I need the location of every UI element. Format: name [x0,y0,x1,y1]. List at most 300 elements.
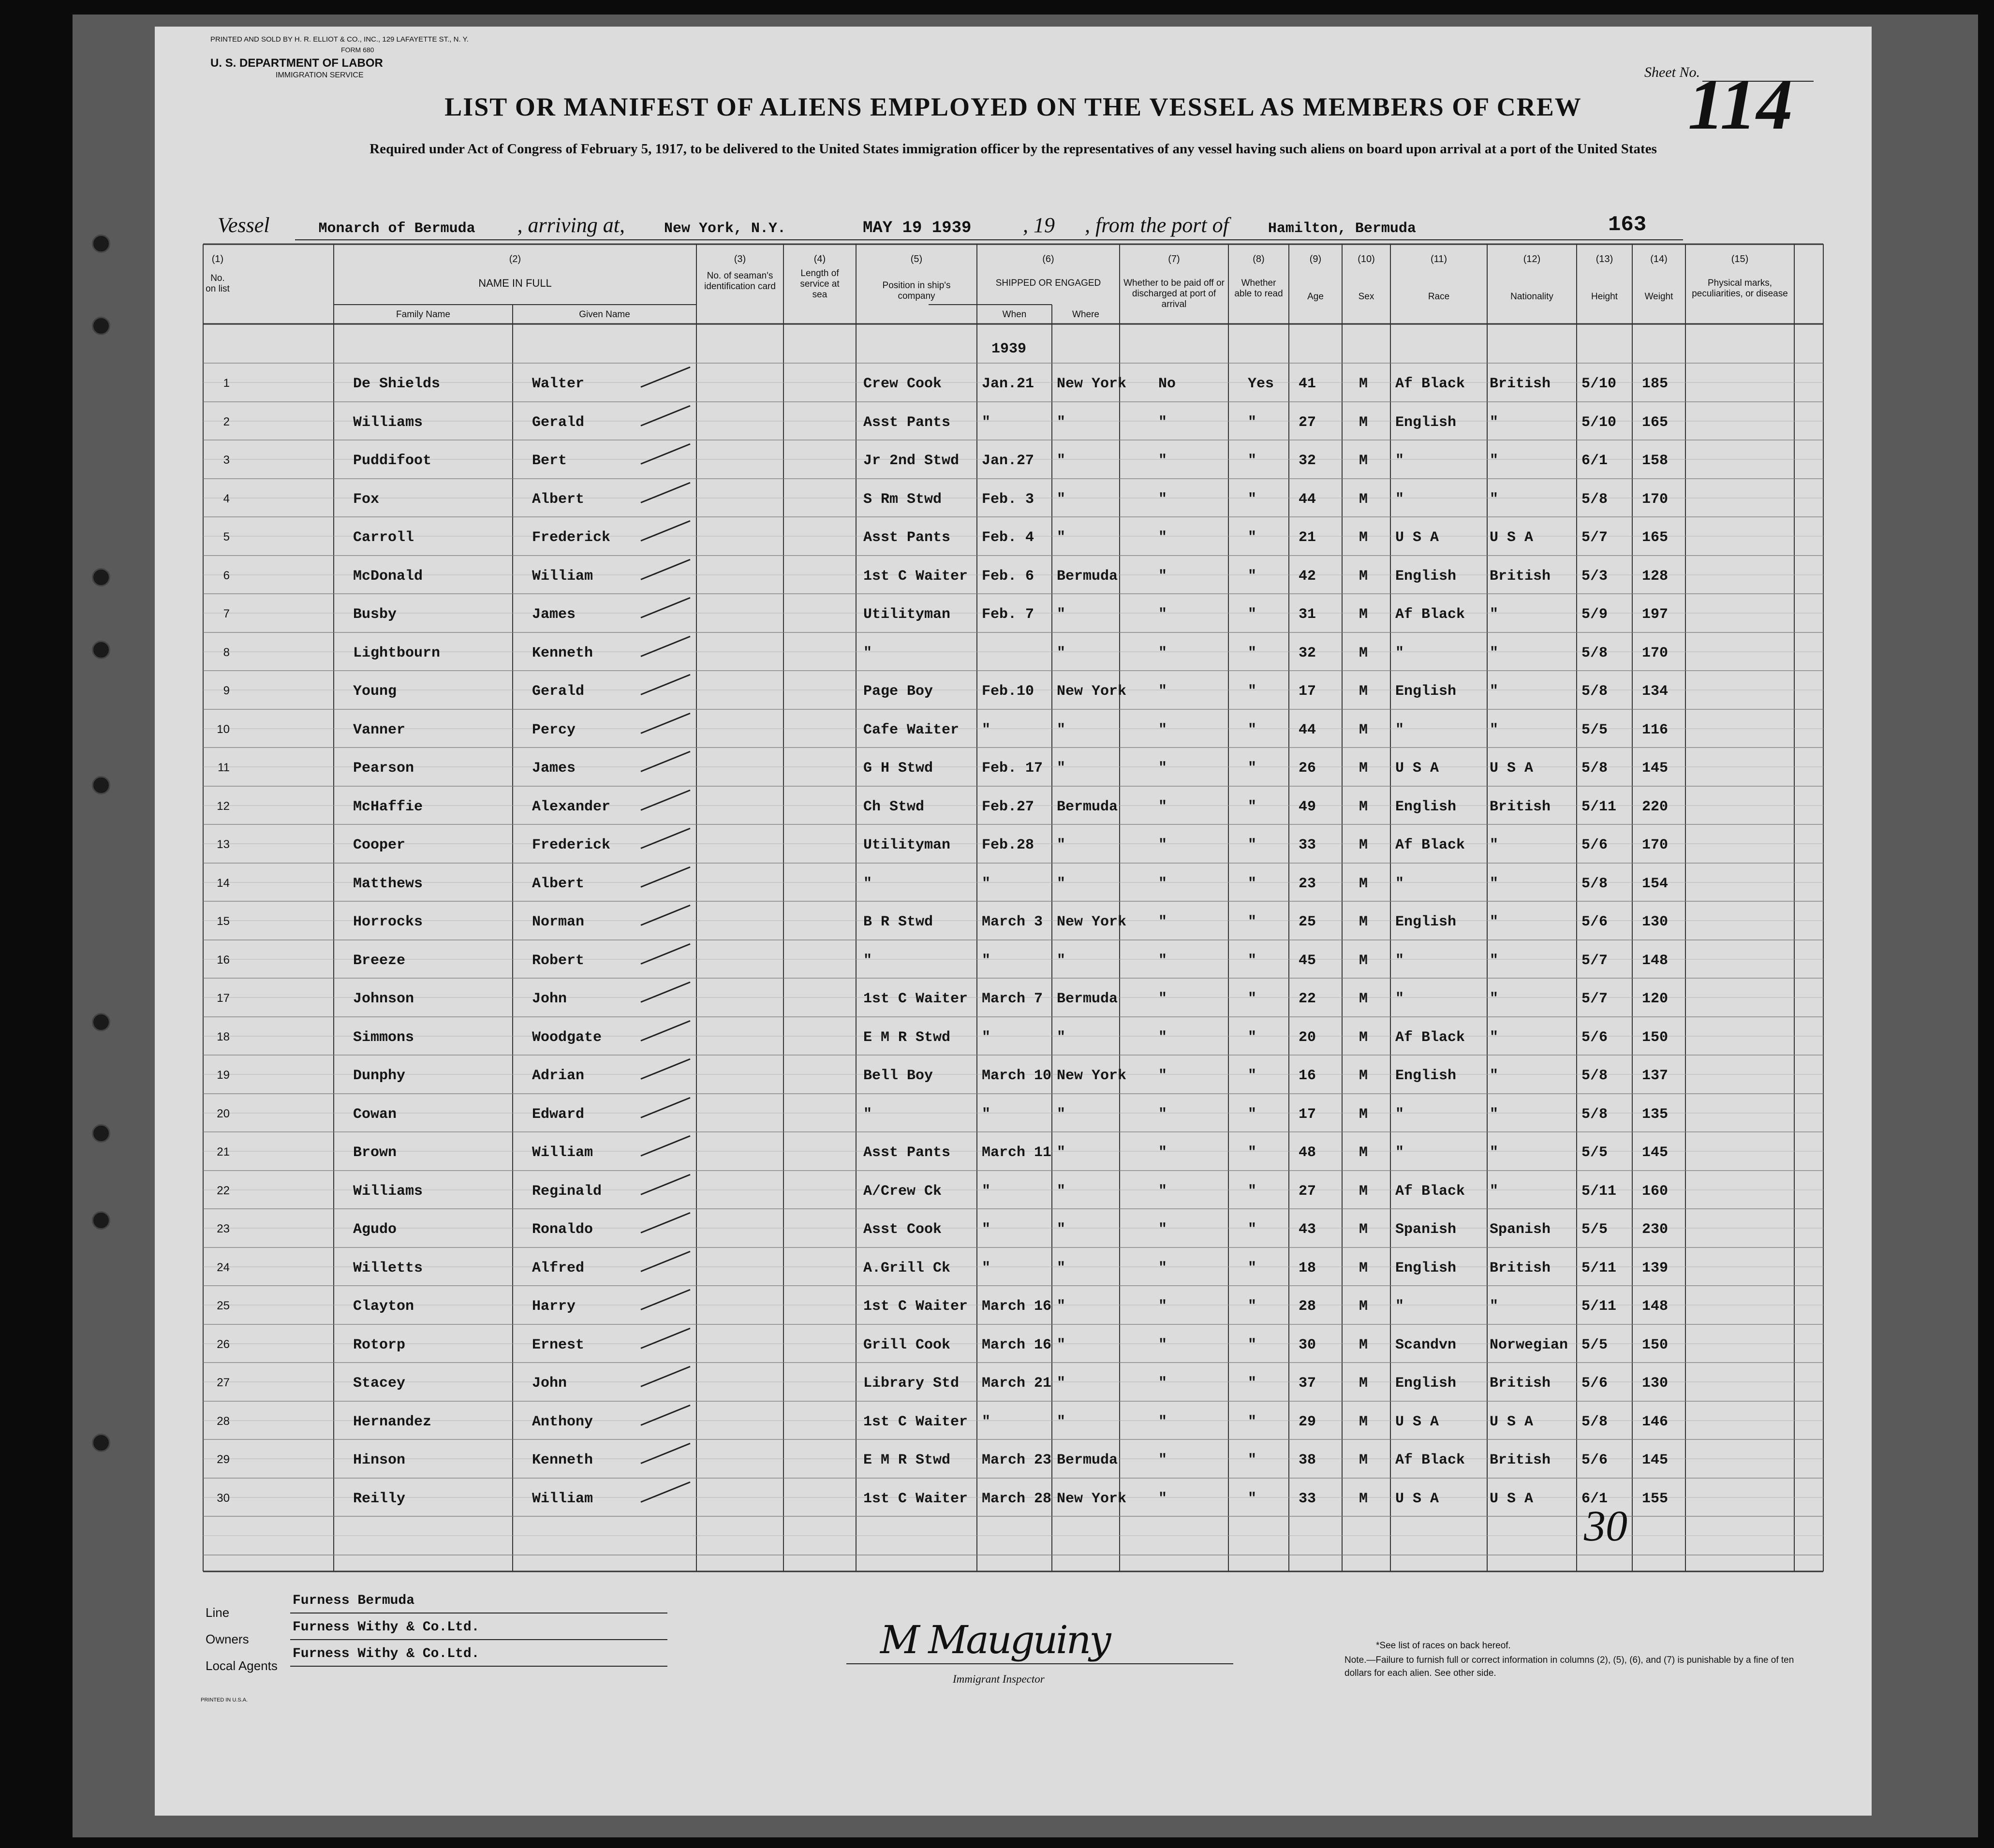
shipped-when: Jan.27 [982,453,1034,469]
age: 43 [1299,1221,1316,1238]
family-name: Carroll [353,529,414,546]
age: 44 [1299,721,1316,738]
height: 5/10 [1581,376,1617,392]
row-number: 11 [218,761,230,774]
position: B R Stwd [863,914,933,930]
given-name: Anthony [532,1413,593,1430]
weight: 139 [1642,1260,1669,1276]
height: 5/3 [1581,568,1608,585]
given-name: Alfred [532,1260,585,1276]
sex: M [1359,376,1368,392]
nationality: " [1490,721,1499,738]
shipped-when: March 3 [982,914,1043,930]
sex: M [1359,1029,1368,1046]
position: 1st C Waiter [863,568,968,585]
shipped-where: " [1057,453,1066,469]
weight: 135 [1642,1106,1669,1123]
colnum-5: (5) [910,254,923,264]
sex: M [1359,568,1368,585]
race: " [1395,491,1404,508]
given-name: Frederick [532,529,611,546]
race: " [1395,721,1404,738]
inspector-label: Immigrant Inspector [953,1673,1045,1685]
paid-off: " [1158,491,1167,508]
col-name-in-full: NAME IN FULL [478,277,552,289]
family-name: Cowan [353,1106,397,1123]
nationality: U S A [1490,1490,1534,1507]
weight: 145 [1642,1452,1669,1468]
height: 5/5 [1581,1221,1608,1238]
shipped-where: New York [1057,376,1127,392]
col-id-card: No. of seaman's identification card [704,271,776,292]
weight: 170 [1642,491,1669,508]
race: U S A [1395,529,1439,546]
able-to-read: " [1248,1183,1257,1200]
height: 5/11 [1581,1183,1617,1200]
shipped-where: New York [1057,1068,1127,1084]
position: Utilityman [863,837,951,853]
shipped-where: " [1057,721,1066,738]
nationality: British [1490,1452,1551,1468]
row-number: 30 [217,1491,230,1505]
weight: 155 [1642,1490,1669,1507]
sex: M [1359,1144,1368,1161]
given-name: Frederick [532,837,611,853]
nationality: " [1490,645,1499,661]
position: " [863,645,872,661]
shipped-when: " [982,1029,991,1046]
sex: M [1359,1260,1368,1276]
paid-off: " [1158,1221,1167,1238]
height: 5/6 [1581,837,1608,853]
given-name: William [532,1490,593,1507]
age: 16 [1299,1068,1316,1084]
given-name: Woodgate [532,1029,602,1046]
given-name: Percy [532,721,576,738]
nationality: " [1490,1144,1499,1161]
able-to-read: Yes [1248,376,1274,392]
col-family-name: Family Name [396,309,450,320]
age: 22 [1299,991,1316,1007]
height: 5/10 [1581,414,1617,431]
punch-hole [92,235,110,253]
paid-off: " [1158,837,1167,853]
col-when: When [1002,309,1027,320]
nationality: " [1490,1029,1499,1046]
given-name: William [532,1144,593,1161]
col-weight: Weight [1644,292,1673,302]
col-where: Where [1072,309,1099,320]
row-number: 12 [217,799,230,813]
sheet-number: 114 [1688,64,1793,145]
sex: M [1359,1106,1368,1123]
shipped-when: " [982,1183,991,1200]
colnum-10: (10) [1358,254,1375,264]
weight: 120 [1642,991,1669,1007]
height: 5/8 [1581,645,1608,661]
shipped-when: March 28 [982,1490,1052,1507]
family-name: Breeze [353,952,406,969]
age: 30 [1299,1336,1316,1353]
weight: 154 [1642,875,1669,892]
able-to-read: " [1248,991,1257,1007]
age: 28 [1299,1298,1316,1315]
inspector-signature: M Mauguiny [880,1617,1109,1662]
paid-off: " [1158,1183,1167,1200]
race: Af Black [1395,606,1465,623]
arriving-label: , arriving at, [517,213,625,237]
weight: 150 [1642,1029,1669,1046]
row-number: 17 [217,992,230,1005]
row-number: 18 [217,1030,230,1043]
shipped-where: Bermuda [1057,798,1118,815]
position: G H Stwd [863,760,933,777]
position: Jr 2nd Stwd [863,453,960,469]
position: A.Grill Ck [863,1260,951,1276]
row-number: 21 [217,1145,230,1159]
shipped-when: March 16 [982,1336,1052,1353]
nationality: U S A [1490,529,1534,546]
position: E M R Stwd [863,1452,951,1468]
shipped-when: March 16 [982,1298,1052,1315]
race: Scandvn [1395,1336,1457,1353]
family-name: Puddifoot [353,453,432,469]
owners-label: Owners [206,1632,249,1646]
colnum-3: (3) [734,254,746,264]
family-name: Rotorp [353,1336,406,1353]
weight: 165 [1642,529,1669,546]
shipped-where: " [1057,1221,1066,1238]
able-to-read: " [1248,683,1257,700]
paid-off: " [1158,529,1167,546]
paid-off: " [1158,991,1167,1007]
from-label: , from the port of [1084,213,1229,237]
family-name: Williams [353,1183,423,1200]
race: " [1395,952,1404,969]
sex: M [1359,1375,1368,1392]
family-name: Pearson [353,760,414,777]
printer-credit: PRINTED AND SOLD BY H. R. ELLIOT & CO., INC., 129 LAFAYETTE ST., N. Y. [210,35,469,44]
weight: 130 [1642,1375,1669,1392]
able-to-read: " [1248,952,1257,969]
paid-off: " [1158,721,1167,738]
family-name: Simmons [353,1029,414,1046]
age: 20 [1299,1029,1316,1046]
shipped-where: Bermuda [1057,991,1118,1007]
shipped-where: " [1057,1106,1066,1123]
colnum-6: (6) [1042,254,1054,264]
height: 5/7 [1581,991,1608,1007]
given-name: Gerald [532,414,585,431]
shipped-where: " [1057,875,1066,892]
nationality: British [1490,1375,1551,1392]
row-number: 26 [217,1337,230,1351]
row-number: 27 [217,1376,230,1389]
height: 5/8 [1581,1068,1608,1084]
col-marks: Physical marks, peculiarities, or disease [1692,278,1788,299]
sex: M [1359,414,1368,431]
age: 38 [1299,1452,1316,1468]
nationality: " [1490,683,1499,700]
given-name: Albert [532,875,585,892]
form-subtitle: Required under Act of Congress of February 5, 1917, to be delivered to the United States immigration officer by the representatives of any vessel having such aliens on board upon arrival at a port of the United States [369,141,1657,157]
paid-off: " [1158,1144,1167,1161]
shipped-when: Feb. 7 [982,606,1034,623]
nationality: " [1490,914,1499,930]
weight: 230 [1642,1221,1669,1238]
sex: M [1359,991,1368,1007]
race: English [1395,683,1457,700]
shipped-when: " [982,1221,991,1238]
weight: 158 [1642,453,1669,469]
col-no-on-list: No. on list [206,273,230,294]
family-name: Cooper [353,837,406,853]
sex: M [1359,491,1368,508]
height: 5/6 [1581,1029,1608,1046]
shipped-where: " [1057,1183,1066,1200]
race: English [1395,568,1457,585]
row-number: 16 [217,953,230,967]
height: 5/8 [1581,1106,1608,1123]
row-number: 13 [217,838,230,851]
race: English [1395,1068,1457,1084]
given-name: Alexander [532,798,611,815]
shipped-where: New York [1057,1490,1127,1507]
row-number: 23 [217,1222,230,1235]
col-position: Position in ship's company [882,280,951,301]
able-to-read: " [1248,914,1257,930]
paid-off: " [1158,1413,1167,1430]
row-number: 28 [217,1414,230,1428]
nationality: " [1490,875,1499,892]
height: 5/8 [1581,760,1608,777]
nationality: U S A [1490,760,1534,777]
age: 18 [1299,1260,1316,1276]
height: 5/5 [1581,721,1608,738]
nationality: " [1490,606,1499,623]
shipped-where: " [1057,414,1066,431]
row-number: 22 [217,1184,230,1197]
height: 5/8 [1581,875,1608,892]
race: English [1395,798,1457,815]
paid-off: " [1158,1452,1167,1468]
row-number: 2 [223,415,230,428]
total-count: 30 [1584,1502,1627,1550]
sex: M [1359,1413,1368,1430]
col-sex: Sex [1358,292,1374,302]
family-name: Horrocks [353,914,423,930]
family-name: Brown [353,1144,397,1161]
position: A/Crew Ck [863,1183,942,1200]
race: " [1395,645,1404,661]
age: 17 [1299,1106,1316,1123]
row-number: 15 [217,915,230,928]
punch-hole [92,1124,110,1143]
sex: M [1359,760,1368,777]
weight: 170 [1642,837,1669,853]
position: Grill Cook [863,1336,951,1353]
position: " [863,875,872,892]
nationality: British [1490,568,1551,585]
race: Af Black [1395,1183,1465,1200]
height: 5/8 [1581,491,1608,508]
shipped-where: " [1057,1375,1066,1392]
form-title: LIST OR MANIFEST OF ALIENS EMPLOYED ON THE VESSEL AS MEMBERS OF CREW [444,92,1582,121]
able-to-read: " [1248,529,1257,546]
sex: M [1359,1183,1368,1200]
sex: M [1359,952,1368,969]
paid-off: " [1158,952,1167,969]
shipped-where: Bermuda [1057,1452,1118,1468]
sex: M [1359,875,1368,892]
nationality: " [1490,1068,1499,1084]
punch-hole [92,1013,110,1031]
sex: M [1359,837,1368,853]
age: 25 [1299,914,1316,930]
height: 5/5 [1581,1144,1608,1161]
race: Af Black [1395,1452,1465,1468]
position: Asst Pants [863,414,951,431]
colnum-1: (1) [211,254,224,264]
paid-off: " [1158,1068,1167,1084]
nationality: " [1490,414,1499,431]
shipped-where: " [1057,952,1066,969]
able-to-read: " [1248,798,1257,815]
shipped-where: Bermuda [1057,568,1118,585]
age: 33 [1299,837,1316,853]
nationality: " [1490,1183,1499,1200]
position: Bell Boy [863,1068,933,1084]
race: " [1395,1106,1404,1123]
position: S Rm Stwd [863,491,942,508]
row-number: 3 [223,454,230,467]
given-name: Ernest [532,1336,585,1353]
race: Spanish [1395,1221,1457,1238]
service-name: IMMIGRATION SERVICE [276,71,364,79]
age: 48 [1299,1144,1316,1161]
race: " [1395,1298,1404,1315]
position: Asst Cook [863,1221,942,1238]
age: 27 [1299,1183,1316,1200]
position: Cafe Waiter [863,721,960,738]
punch-hole [92,776,110,794]
age: 44 [1299,491,1316,508]
able-to-read: " [1248,568,1257,585]
family-name: Clayton [353,1298,414,1315]
row-number: 20 [217,1107,230,1120]
age: 49 [1299,798,1316,815]
able-to-read: " [1248,1490,1257,1507]
age: 21 [1299,529,1316,546]
col-given-name: Given Name [579,309,630,320]
shipped-when: March 23 [982,1452,1052,1468]
row-number: 1 [223,377,230,390]
race: " [1395,1144,1404,1161]
race: English [1395,1260,1457,1276]
colnum-13: (13) [1595,254,1613,264]
date-stamp: MAY 19 1939 [862,219,972,237]
race: Af Black [1395,1029,1465,1046]
row-number: 4 [223,492,230,505]
paid-off: " [1158,875,1167,892]
able-to-read: " [1248,1260,1257,1276]
able-to-read: " [1248,1144,1257,1161]
colnum-7: (7) [1168,254,1180,264]
family-name: Vanner [353,721,406,738]
row-number: 6 [223,569,230,582]
arriving-port: New York, N.Y. [664,220,786,237]
shipped-when: March 11 [982,1144,1052,1161]
col-age: Age [1307,292,1324,302]
sex: M [1359,606,1368,623]
paid-off: No [1158,376,1176,392]
family-name: Matthews [353,875,423,892]
able-to-read: " [1248,1336,1257,1353]
penalty-note: Note.—Failure to furnish full or correct information in columns (2), (5), (6), and (7) is punishable by a fine of ten dollars for each alien. See other side. [1344,1655,1794,1678]
family-name: Hernandez [353,1413,432,1430]
paid-off: " [1158,645,1167,661]
shipped-where: New York [1057,914,1127,930]
colnum-11: (11) [1430,254,1447,264]
colnum-8: (8) [1253,254,1265,264]
given-name: Edward [532,1106,585,1123]
year-label: , 19 [1022,213,1055,237]
row-number: 9 [223,684,230,697]
given-name: William [532,568,593,585]
line-label: Line [206,1605,230,1620]
age: 45 [1299,952,1316,969]
weight: 170 [1642,645,1669,661]
weight: 137 [1642,1068,1669,1084]
position: Utilityman [863,606,951,623]
paid-off: " [1158,1260,1167,1276]
able-to-read: " [1248,837,1257,853]
shipped-when: Jan.21 [982,376,1034,392]
shipped-when: " [982,1260,991,1276]
weight: 160 [1642,1183,1669,1200]
punch-hole [92,317,110,335]
able-to-read: " [1248,875,1257,892]
colnum-12: (12) [1523,254,1541,264]
sex: M [1359,1452,1368,1468]
shipped-where: " [1057,1336,1066,1353]
race: " [1395,875,1404,892]
shipped-when: Feb. 17 [982,760,1043,777]
position: " [863,952,872,969]
age: 31 [1299,606,1316,623]
able-to-read: " [1248,1221,1257,1238]
punch-hole [92,1434,110,1452]
paid-off: " [1158,798,1167,815]
given-name: John [532,1375,567,1392]
able-to-read: " [1248,1029,1257,1046]
given-name: Reginald [532,1183,602,1200]
race: Af Black [1395,837,1465,853]
row-number: 5 [223,530,230,543]
row-number: 29 [217,1453,230,1466]
nationality: U S A [1490,1413,1534,1430]
height: 5/8 [1581,683,1608,700]
weight: 145 [1642,760,1669,777]
family-name: Stacey [353,1375,406,1392]
nationality: " [1490,491,1499,508]
shipped-when: " [982,952,991,969]
shipped-when: March 21 [982,1375,1052,1392]
manifest-page [155,27,1872,1816]
age: 41 [1299,376,1316,392]
family-name: Dunphy [353,1068,406,1084]
race: English [1395,914,1457,930]
